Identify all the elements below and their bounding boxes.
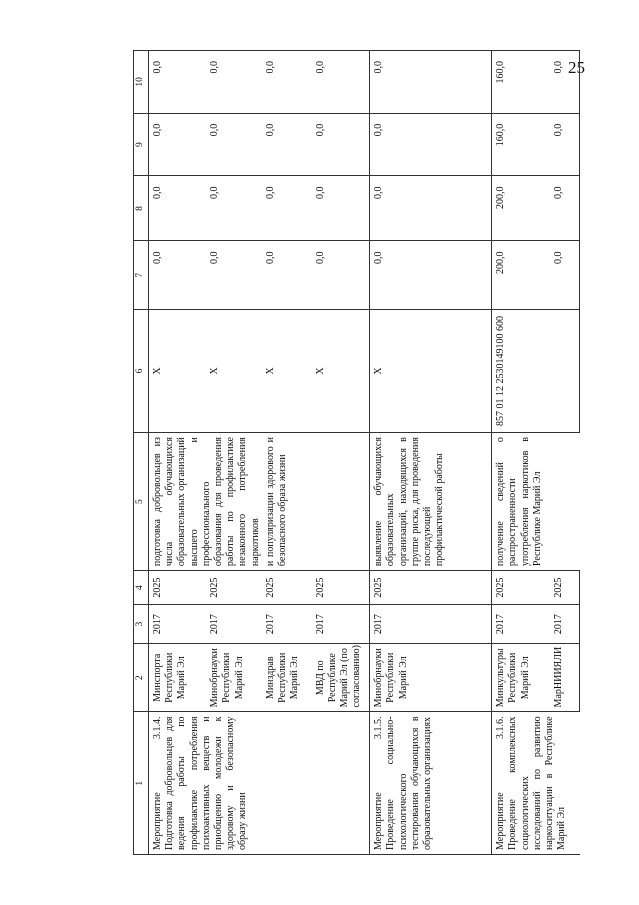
rotated-table-container [133, 50, 568, 855]
amount: 0,0 [206, 51, 261, 114]
amount: 160,0 [492, 51, 550, 114]
expected-result: подготовка добровольцев из числа обучающихся образовательных организаций высшего и профессионального образования для проведения работы по профилактике незаконного потребления наркотиков [149, 433, 262, 571]
start-year: 2017 [492, 605, 550, 644]
table-row [492, 51, 550, 855]
amount: 0,0 [206, 113, 261, 176]
executor: Минкультуры Республики Марий Эл [492, 644, 550, 712]
expected-result: получение сведений о распространенности употребления наркотиков в Республике Марий Эл [492, 433, 580, 571]
amount: 0,0 [312, 241, 370, 309]
amount: 0,0 [262, 241, 312, 309]
executor: Минздрав Республики Марий Эл [262, 644, 312, 712]
budget-code: X [206, 309, 261, 432]
amount: 0,0 [312, 113, 370, 176]
amount: 0,0 [149, 176, 207, 241]
amount: 0,0 [370, 241, 492, 309]
start-year: 2017 [206, 605, 261, 644]
amount: 200,0 [492, 176, 550, 241]
amount: 0,0 [550, 241, 580, 309]
column-header: 9 [134, 113, 149, 176]
expected-result: и популяризации здорового и безопасного образа жизни [262, 433, 370, 571]
program-table [133, 50, 580, 855]
start-year: 2017 [312, 605, 370, 644]
budget-code: X [370, 309, 492, 432]
end-year: 2025 [149, 571, 207, 605]
measure-title: Мероприятие 3.1.4. Подготовка добровольцев для ведения работы по профилактике потребления психоактивных веществ и приобщению молодежи к здоровому и безопасному образу жизни [149, 712, 370, 855]
start-year: 2017 [550, 605, 580, 644]
expected-result: выявление обучающихся образовательных организаций, находящихся в группе риска, для проведения последующей профилактической работы [370, 433, 492, 571]
budget-code: X [149, 309, 207, 432]
amount: 0,0 [206, 241, 261, 309]
end-year: 2025 [550, 571, 580, 605]
amount: 0,0 [550, 51, 580, 114]
budget-code [550, 309, 580, 432]
table-row [370, 51, 492, 855]
column-header: 2 [134, 644, 149, 712]
end-year: 2025 [206, 571, 261, 605]
executor: Минобрнауки Республики Марий Эл [370, 644, 492, 712]
end-year: 2025 [262, 571, 312, 605]
column-header: 10 [134, 51, 149, 114]
amount: 0,0 [262, 176, 312, 241]
amount: 160,0 [492, 113, 550, 176]
page-number: 25 [568, 58, 585, 77]
executor: Минспорта Республики Марий Эл [149, 644, 207, 712]
amount: 0,0 [370, 113, 492, 176]
table-row [149, 51, 207, 855]
start-year: 2017 [149, 605, 207, 644]
column-header: 7 [134, 241, 149, 309]
amount: 0,0 [370, 176, 492, 241]
amount: 0,0 [262, 51, 312, 114]
executor: МВД по Республике Марий Эл (по согласованию) [312, 644, 370, 712]
column-header: 8 [134, 176, 149, 241]
column-header: 5 [134, 433, 149, 571]
column-header: 3 [134, 605, 149, 644]
column-header: 4 [134, 571, 149, 605]
amount: 0,0 [370, 51, 492, 114]
start-year: 2017 [370, 605, 492, 644]
amount: 0,0 [262, 113, 312, 176]
amount: 0,0 [149, 51, 207, 114]
header-row [134, 51, 149, 855]
amount: 0,0 [149, 241, 207, 309]
executor: МарНИИЯЛИ [550, 644, 580, 712]
amount: 0,0 [550, 113, 580, 176]
amount: 0,0 [312, 51, 370, 114]
end-year: 2025 [370, 571, 492, 605]
amount: 0,0 [312, 176, 370, 241]
budget-code: X [312, 309, 370, 432]
executor: Минобрнауки Республики Марий Эл [206, 644, 261, 712]
amount: 0,0 [206, 176, 261, 241]
column-header: 1 [134, 712, 149, 855]
end-year: 2025 [312, 571, 370, 605]
start-year: 2017 [262, 605, 312, 644]
end-year: 2025 [492, 571, 550, 605]
amount: 200,0 [492, 241, 550, 309]
measure-title: Мероприятие 3.1.5. Проведение социально-психологического тестирования обучающихся в образовательных организациях [370, 712, 492, 855]
measure-title: Мероприятие 3.1.6. Проведение комплексных социологических исследований по развитию наркоситуации в Республике Марий Эл [492, 712, 580, 855]
column-header: 6 [134, 309, 149, 432]
budget-code: 857 01 12 2530149100 600 [492, 309, 550, 432]
budget-code: X [262, 309, 312, 432]
amount: 0,0 [550, 176, 580, 241]
amount: 0,0 [149, 113, 207, 176]
